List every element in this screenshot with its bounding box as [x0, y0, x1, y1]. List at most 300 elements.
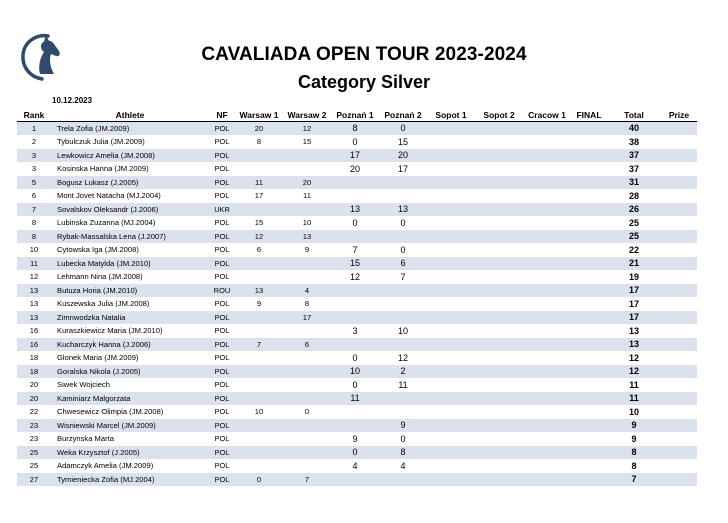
- poznan-1-cell: 8: [331, 122, 379, 136]
- prize-cell: [661, 473, 697, 487]
- athlete-cell: Butuza Horia (JM.2010): [51, 284, 209, 298]
- warsaw-2-cell: [283, 459, 331, 473]
- final-cell: [571, 459, 607, 473]
- sopot-1-cell: [427, 230, 475, 244]
- cracow-1-cell: [523, 135, 571, 149]
- final-cell: [571, 351, 607, 365]
- total-cell: 13: [607, 338, 661, 352]
- table-row: [17, 311, 697, 325]
- poznan-2-cell: 7: [379, 270, 427, 284]
- prize-cell: [661, 405, 697, 419]
- warsaw-2-cell: 13: [283, 230, 331, 244]
- poznan-1-cell: 9: [331, 432, 379, 446]
- final-cell: [571, 378, 607, 392]
- results-table: [17, 108, 697, 487]
- table-row: [17, 162, 697, 176]
- nf-cell: POL: [209, 311, 235, 325]
- final-cell: [571, 162, 607, 176]
- warsaw-1-cell: [235, 162, 283, 176]
- sopot-2-cell: [475, 365, 523, 379]
- poznan-1-cell: [331, 473, 379, 487]
- prize-cell: [661, 419, 697, 433]
- warsaw-2-cell: [283, 365, 331, 379]
- sopot-2-cell: [475, 419, 523, 433]
- poznan-1-cell: [331, 338, 379, 352]
- poznan-2-cell: [379, 405, 427, 419]
- final-cell: [571, 473, 607, 487]
- prize-cell: [661, 392, 697, 406]
- warsaw-1-cell: 13: [235, 284, 283, 298]
- total-cell: 13: [607, 324, 661, 338]
- athlete-cell: Lubecka Matylda (JM.2010): [51, 257, 209, 271]
- final-cell: [571, 324, 607, 338]
- nf-cell: POL: [209, 270, 235, 284]
- total-cell: 17: [607, 284, 661, 298]
- cracow-1-cell: [523, 365, 571, 379]
- athlete-cell: Trela Zofia (JM.2009): [51, 122, 209, 136]
- athlete-cell: Siwek Wojciech: [51, 378, 209, 392]
- nf-cell: POL: [209, 351, 235, 365]
- final-cell: [571, 176, 607, 190]
- rank-cell: 8: [17, 216, 51, 230]
- col-rank: Rank: [17, 108, 51, 122]
- final-cell: [571, 446, 607, 460]
- prize-cell: [661, 432, 697, 446]
- poznan-1-cell: [331, 230, 379, 244]
- prize-cell: [661, 297, 697, 311]
- warsaw-2-cell: 9: [283, 243, 331, 257]
- warsaw-1-cell: [235, 365, 283, 379]
- warsaw-1-cell: [235, 311, 283, 325]
- prize-cell: [661, 189, 697, 203]
- athlete-cell: Tybulczuk Julia (JM.2009): [51, 135, 209, 149]
- cracow-1-cell: [523, 297, 571, 311]
- poznan-2-cell: [379, 392, 427, 406]
- warsaw-1-cell: 10: [235, 405, 283, 419]
- sopot-1-cell: [427, 473, 475, 487]
- sopot-1-cell: [427, 405, 475, 419]
- sopot-2-cell: [475, 311, 523, 325]
- table-row: [17, 419, 697, 433]
- warsaw-2-cell: [283, 446, 331, 460]
- rank-cell: 27: [17, 473, 51, 487]
- warsaw-2-cell: 12: [283, 122, 331, 136]
- cracow-1-cell: [523, 216, 571, 230]
- category-subtitle: Category Silver: [297, 72, 431, 92]
- prize-cell: [661, 243, 697, 257]
- rank-cell: 1: [17, 122, 51, 136]
- warsaw-1-cell: 12: [235, 230, 283, 244]
- poznan-1-cell: [331, 176, 379, 190]
- prize-cell: [661, 284, 697, 298]
- sopot-2-cell: [475, 378, 523, 392]
- col-final: FINAL: [571, 108, 607, 122]
- warsaw-2-cell: 11: [283, 189, 331, 203]
- nf-cell: POL: [209, 432, 235, 446]
- cracow-1-cell: [523, 473, 571, 487]
- sopot-1-cell: [427, 297, 475, 311]
- warsaw-1-cell: [235, 270, 283, 284]
- final-cell: [571, 338, 607, 352]
- warsaw-2-cell: [283, 419, 331, 433]
- sopot-1-cell: [427, 270, 475, 284]
- sopot-1-cell: [427, 176, 475, 190]
- sopot-1-cell: [427, 149, 475, 163]
- warsaw-1-cell: 0: [235, 473, 283, 487]
- final-cell: [571, 392, 607, 406]
- warsaw-2-cell: [283, 257, 331, 271]
- final-cell: [571, 122, 607, 136]
- table-row: [17, 243, 697, 257]
- athlete-cell: Goralska Nikola (J.2005): [51, 365, 209, 379]
- total-cell: 9: [607, 419, 661, 433]
- poznan-1-cell: 12: [331, 270, 379, 284]
- prize-cell: [661, 216, 697, 230]
- table-row: [17, 338, 697, 352]
- poznan-1-cell: 3: [331, 324, 379, 338]
- warsaw-2-cell: [283, 432, 331, 446]
- sopot-2-cell: [475, 162, 523, 176]
- sopot-1-cell: [427, 243, 475, 257]
- cracow-1-cell: [523, 338, 571, 352]
- prize-cell: [661, 338, 697, 352]
- athlete-cell: Kaminiarz Malgorzata: [51, 392, 209, 406]
- cracow-1-cell: [523, 257, 571, 271]
- warsaw-2-cell: [283, 149, 331, 163]
- total-cell: 37: [607, 149, 661, 163]
- col-sopot-2: Sopot 2: [475, 108, 523, 122]
- athlete-cell: Bogusz Lukasz (J.2005): [51, 176, 209, 190]
- sopot-2-cell: [475, 405, 523, 419]
- warsaw-1-cell: 6: [235, 243, 283, 257]
- nf-cell: POL: [209, 392, 235, 406]
- warsaw-2-cell: 6: [283, 338, 331, 352]
- rank-cell: 5: [17, 176, 51, 190]
- nf-cell: POL: [209, 378, 235, 392]
- warsaw-2-cell: [283, 162, 331, 176]
- cracow-1-cell: [523, 378, 571, 392]
- final-cell: [571, 432, 607, 446]
- table-row: [17, 189, 697, 203]
- sopot-1-cell: [427, 189, 475, 203]
- nf-cell: POL: [209, 122, 235, 136]
- rank-cell: 20: [17, 378, 51, 392]
- athlete-cell: Tymieniecka Zofia (MJ.2004): [51, 473, 209, 487]
- total-cell: 22: [607, 243, 661, 257]
- col-cracow-1: Cracow 1: [523, 108, 571, 122]
- total-cell: 28: [607, 189, 661, 203]
- rank-cell: 11: [17, 257, 51, 271]
- total-cell: 25: [607, 216, 661, 230]
- poznan-2-cell: 0: [379, 122, 427, 136]
- warsaw-1-cell: [235, 257, 283, 271]
- col-warsaw-2: Warsaw 2: [283, 108, 331, 122]
- sopot-1-cell: [427, 432, 475, 446]
- final-cell: [571, 243, 607, 257]
- warsaw-2-cell: 8: [283, 297, 331, 311]
- prize-cell: [661, 203, 697, 217]
- poznan-1-cell: 11: [331, 392, 379, 406]
- final-cell: [571, 405, 607, 419]
- rank-cell: 6: [17, 189, 51, 203]
- table-row: [17, 446, 697, 460]
- warsaw-2-cell: [283, 392, 331, 406]
- warsaw-1-cell: 8: [235, 135, 283, 149]
- final-cell: [571, 365, 607, 379]
- nf-cell: POL: [209, 473, 235, 487]
- cracow-1-cell: [523, 149, 571, 163]
- col-prize: Prize: [661, 108, 697, 122]
- total-cell: 12: [607, 351, 661, 365]
- poznan-1-cell: 13: [331, 203, 379, 217]
- rank-cell: 25: [17, 446, 51, 460]
- sopot-2-cell: [475, 216, 523, 230]
- table-row: [17, 176, 697, 190]
- sopot-2-cell: [475, 284, 523, 298]
- total-cell: 17: [607, 297, 661, 311]
- cracow-1-cell: [523, 203, 571, 217]
- poznan-2-cell: 13: [379, 203, 427, 217]
- warsaw-1-cell: [235, 459, 283, 473]
- sopot-1-cell: [427, 135, 475, 149]
- poznan-2-cell: 6: [379, 257, 427, 271]
- cracow-1-cell: [523, 419, 571, 433]
- sopot-1-cell: [427, 216, 475, 230]
- sopot-2-cell: [475, 324, 523, 338]
- total-cell: 11: [607, 378, 661, 392]
- poznan-2-cell: 17: [379, 162, 427, 176]
- poznan-2-cell: 4: [379, 459, 427, 473]
- poznan-1-cell: 0: [331, 378, 379, 392]
- cracow-1-cell: [523, 122, 571, 136]
- sopot-1-cell: [427, 459, 475, 473]
- table-row: [17, 257, 697, 271]
- prize-cell: [661, 257, 697, 271]
- final-cell: [571, 297, 607, 311]
- poznan-1-cell: [331, 405, 379, 419]
- poznan-1-cell: [331, 297, 379, 311]
- nf-cell: POL: [209, 162, 235, 176]
- athlete-cell: Kuszewska Julia (JM.2008): [51, 297, 209, 311]
- poznan-1-cell: [331, 311, 379, 325]
- prize-cell: [661, 149, 697, 163]
- nf-cell: POL: [209, 324, 235, 338]
- sopot-1-cell: [427, 351, 475, 365]
- col-sopot-1: Sopot 1: [427, 108, 475, 122]
- rank-cell: 23: [17, 432, 51, 446]
- total-cell: 21: [607, 257, 661, 271]
- warsaw-1-cell: [235, 446, 283, 460]
- sopot-1-cell: [427, 122, 475, 136]
- nf-cell: POL: [209, 459, 235, 473]
- rank-cell: 7: [17, 203, 51, 217]
- poznan-2-cell: [379, 284, 427, 298]
- sopot-2-cell: [475, 122, 523, 136]
- sopot-2-cell: [475, 473, 523, 487]
- sopot-2-cell: [475, 149, 523, 163]
- warsaw-2-cell: [283, 270, 331, 284]
- nf-cell: POL: [209, 216, 235, 230]
- rank-cell: 25: [17, 459, 51, 473]
- poznan-1-cell: 0: [331, 446, 379, 460]
- sopot-1-cell: [427, 365, 475, 379]
- sopot-2-cell: [475, 338, 523, 352]
- nf-cell: POL: [209, 189, 235, 203]
- sopot-1-cell: [427, 446, 475, 460]
- table-row: [17, 405, 697, 419]
- warsaw-2-cell: 10: [283, 216, 331, 230]
- cracow-1-cell: [523, 189, 571, 203]
- nf-cell: POL: [209, 365, 235, 379]
- warsaw-1-cell: [235, 419, 283, 433]
- rank-cell: 13: [17, 311, 51, 325]
- table-row: [17, 284, 697, 298]
- sopot-1-cell: [427, 392, 475, 406]
- prize-cell: [661, 378, 697, 392]
- athlete-cell: Kosinska Hanna (JM.2009): [51, 162, 209, 176]
- poznan-2-cell: 0: [379, 432, 427, 446]
- sopot-1-cell: [427, 378, 475, 392]
- athlete-cell: Rybak-Massalska Lena (J.2007): [51, 230, 209, 244]
- poznan-1-cell: 15: [331, 257, 379, 271]
- poznan-1-cell: 20: [331, 162, 379, 176]
- poznan-1-cell: 0: [331, 135, 379, 149]
- header-row: [17, 108, 697, 122]
- cracow-1-cell: [523, 405, 571, 419]
- rank-cell: 10: [17, 243, 51, 257]
- sopot-2-cell: [475, 270, 523, 284]
- athlete-cell: Mont Jovet Natacha (MJ.2004): [51, 189, 209, 203]
- athlete-cell: Weka Krzysztof (J.2005): [51, 446, 209, 460]
- nf-cell: POL: [209, 243, 235, 257]
- rank-cell: 23: [17, 419, 51, 433]
- prize-cell: [661, 351, 697, 365]
- poznan-1-cell: 17: [331, 149, 379, 163]
- total-cell: 10: [607, 405, 661, 419]
- total-cell: 31: [607, 176, 661, 190]
- prize-cell: [661, 176, 697, 190]
- athlete-cell: Burzynska Marta: [51, 432, 209, 446]
- table-row: [17, 270, 697, 284]
- col-poznan-1: Poznań 1: [331, 108, 379, 122]
- sopot-1-cell: [427, 324, 475, 338]
- rank-cell: 13: [17, 297, 51, 311]
- sopot-2-cell: [475, 176, 523, 190]
- warsaw-1-cell: [235, 351, 283, 365]
- sopot-2-cell: [475, 392, 523, 406]
- poznan-2-cell: 2: [379, 365, 427, 379]
- date-label: 10.12.2023: [52, 96, 93, 105]
- prize-cell: [661, 324, 697, 338]
- rank-cell: 18: [17, 365, 51, 379]
- warsaw-1-cell: [235, 149, 283, 163]
- final-cell: [571, 419, 607, 433]
- sopot-2-cell: [475, 257, 523, 271]
- athlete-cell: Kucharczyk Hanna (J.2006): [51, 338, 209, 352]
- warsaw-2-cell: [283, 351, 331, 365]
- prize-cell: [661, 446, 697, 460]
- athlete-cell: Lewkowicz Amelia (JM.2008): [51, 149, 209, 163]
- sopot-2-cell: [475, 243, 523, 257]
- poznan-2-cell: [379, 473, 427, 487]
- sopot-2-cell: [475, 446, 523, 460]
- nf-cell: UKR: [209, 203, 235, 217]
- total-cell: 11: [607, 392, 661, 406]
- rank-cell: 16: [17, 338, 51, 352]
- final-cell: [571, 257, 607, 271]
- poznan-1-cell: [331, 284, 379, 298]
- poznan-1-cell: 7: [331, 243, 379, 257]
- page-title: CAVALIADA OPEN TOUR 2023-2024: [201, 44, 527, 65]
- rank-cell: 18: [17, 351, 51, 365]
- rank-cell: 13: [17, 284, 51, 298]
- nf-cell: POL: [209, 257, 235, 271]
- final-cell: [571, 230, 607, 244]
- final-cell: [571, 189, 607, 203]
- warsaw-2-cell: 0: [283, 405, 331, 419]
- poznan-2-cell: [379, 230, 427, 244]
- final-cell: [571, 311, 607, 325]
- table-row: [17, 203, 697, 217]
- final-cell: [571, 135, 607, 149]
- cracow-1-cell: [523, 176, 571, 190]
- cracow-1-cell: [523, 432, 571, 446]
- cracow-1-cell: [523, 324, 571, 338]
- warsaw-2-cell: [283, 203, 331, 217]
- prize-cell: [661, 162, 697, 176]
- total-cell: 19: [607, 270, 661, 284]
- warsaw-2-cell: 17: [283, 311, 331, 325]
- poznan-2-cell: 11: [379, 378, 427, 392]
- sopot-2-cell: [475, 432, 523, 446]
- table-row: [17, 365, 697, 379]
- nf-cell: POL: [209, 446, 235, 460]
- cracow-1-cell: [523, 459, 571, 473]
- table-row: [17, 149, 697, 163]
- sopot-1-cell: [427, 338, 475, 352]
- sopot-2-cell: [475, 297, 523, 311]
- rank-cell: 12: [17, 270, 51, 284]
- table-row: [17, 230, 697, 244]
- cracow-1-cell: [523, 446, 571, 460]
- poznan-1-cell: [331, 189, 379, 203]
- prize-cell: [661, 270, 697, 284]
- rank-cell: 20: [17, 392, 51, 406]
- sopot-1-cell: [427, 284, 475, 298]
- warsaw-1-cell: [235, 432, 283, 446]
- table-row: [17, 473, 697, 487]
- final-cell: [571, 149, 607, 163]
- table-row: [17, 297, 697, 311]
- poznan-2-cell: 0: [379, 216, 427, 230]
- poznan-2-cell: 0: [379, 243, 427, 257]
- table-row: [17, 459, 697, 473]
- warsaw-1-cell: [235, 203, 283, 217]
- athlete-cell: Kuraszkiewicz Maria (JM.2010): [51, 324, 209, 338]
- sopot-1-cell: [427, 311, 475, 325]
- warsaw-2-cell: 4: [283, 284, 331, 298]
- nf-cell: POL: [209, 297, 235, 311]
- col-total: Total: [607, 108, 661, 122]
- rank-cell: 3: [17, 149, 51, 163]
- cracow-1-cell: [523, 162, 571, 176]
- athlete-cell: Glonek Maria (JM.2009): [51, 351, 209, 365]
- cracow-1-cell: [523, 270, 571, 284]
- warsaw-1-cell: 15: [235, 216, 283, 230]
- athlete-cell: Cytowska Iga (JM.2008): [51, 243, 209, 257]
- sopot-2-cell: [475, 189, 523, 203]
- final-cell: [571, 216, 607, 230]
